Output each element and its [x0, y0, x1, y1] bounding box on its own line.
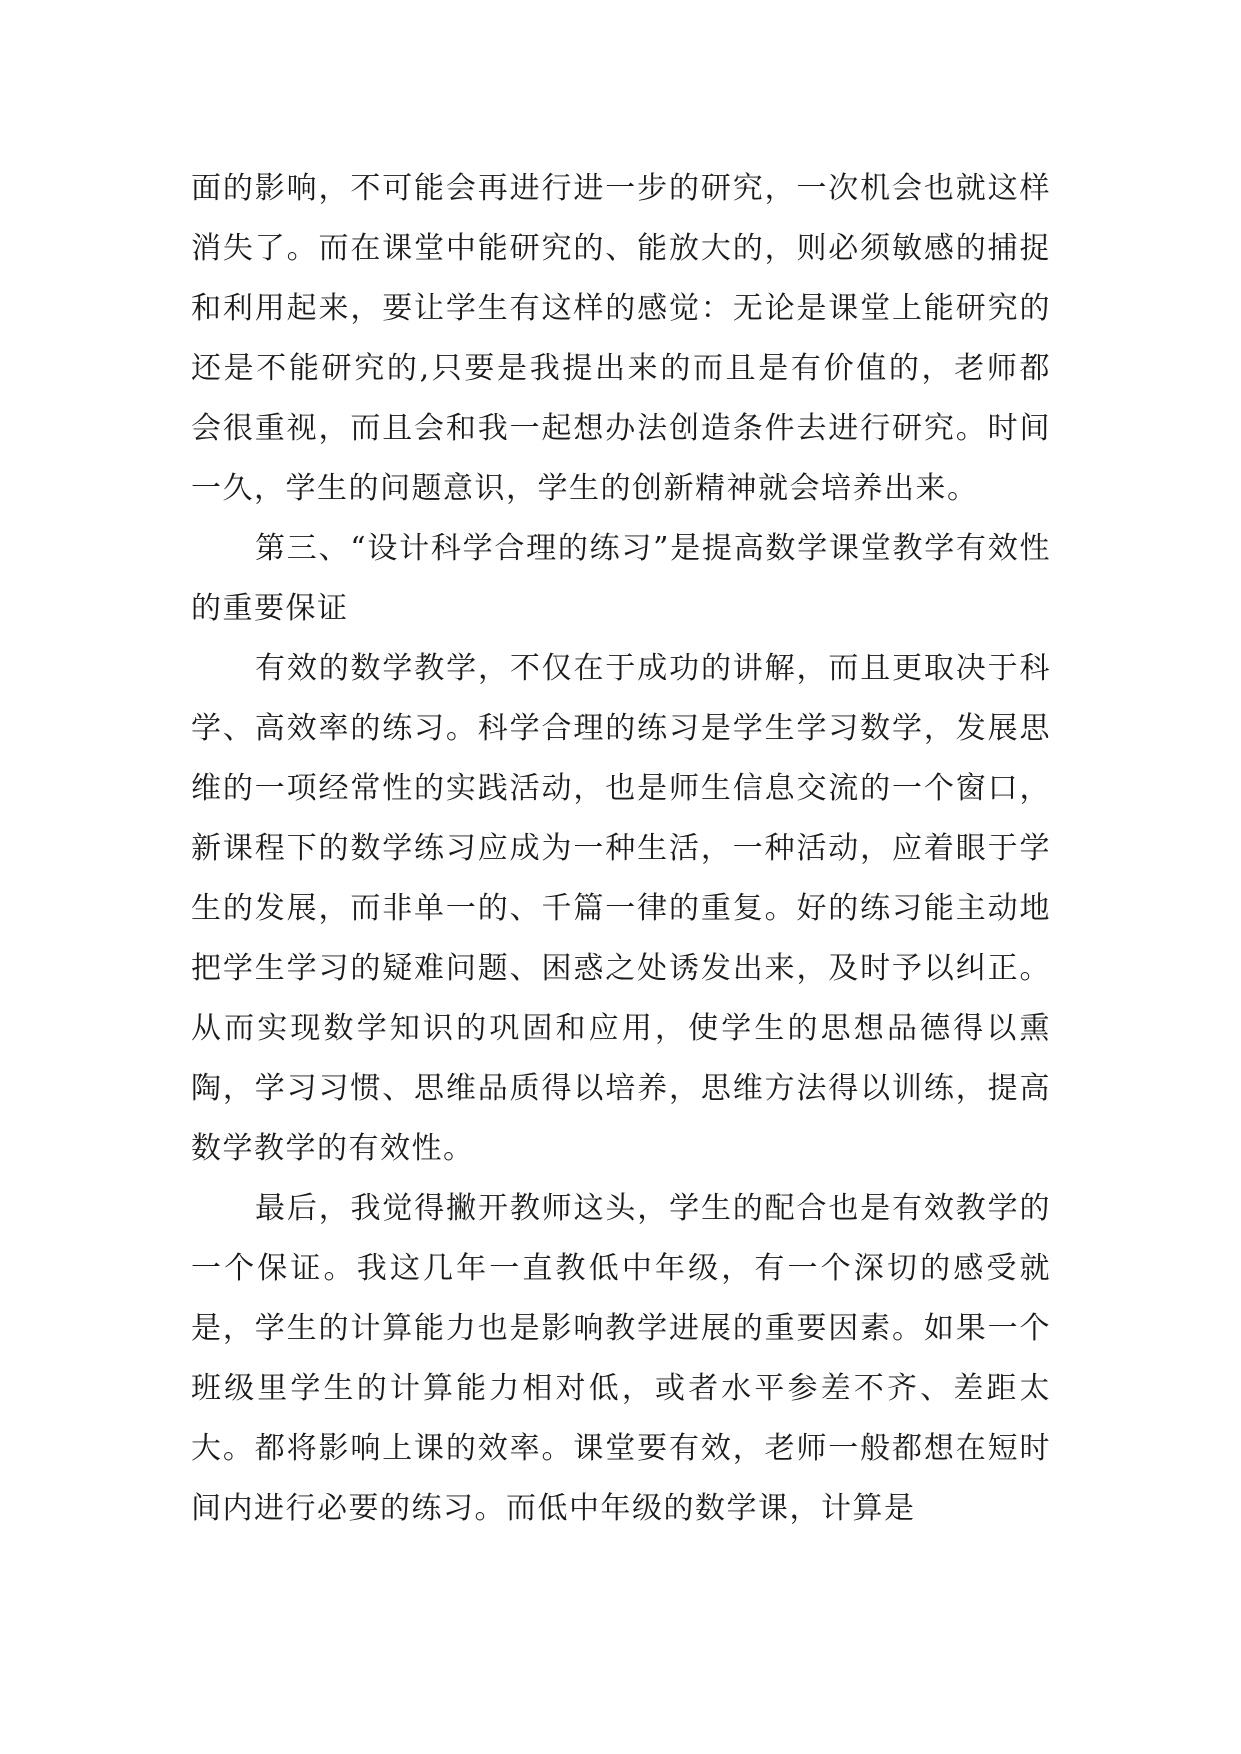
paragraph-conclusion: 最后，我觉得撇开教师这头，学生的配合也是有效教学的一个保证。我这几年一直教低中年级，有一个深切的感受就是，学生的计算能力也是影响教学进展的重要因素。如果一个班级里学生的计算能力相对低，或者水平参差不齐、差距太大。都将影响上课的效率。课堂要有效，老师一般都想在短时间内进行必要的练习。而低中年级的数学课，计算是 — [191, 1191, 1051, 1526]
document-body — [191, 159, 1051, 1539]
paragraph-continuation: 面的影响，不可能会再进行进一步的研究，一次机会也就这样消失了。而在课堂中能研究的、能放大的，则必须敏感的捕捉和利用起来，要让学生有这样的感觉：无论是课堂上能研究的还是不能研究的,只要是我提出来的而且是有价值的，老师都会很重视，而且会和我一起想办法创造条件去进行研究。时间一久，学生的问题意识，学生的创新精神就会培养出来。 — [191, 171, 1051, 506]
section-heading: 第三、“设计科学合理的练习”是提高数学课堂教学有效性的重要保证 — [191, 531, 1051, 626]
paragraph-effective-practice: 有效的数学教学，不仅在于成功的讲解，而且更取决于科学、高效率的练习。科学合理的练习是学生学习数学，发展思维的一项经常性的实践活动，也是师生信息交流的一个窗口，新课程下的数学练习应成为一种生活，一种活动，应着眼于学生的发展，而非单一的、千篇一律的重复。好的练习能主动地把学生学习的疑难问题、困惑之处诱发出来，及时予以纠正。从而实现数学知识的巩固和应用，使学生的思想品德得以熏陶，学习习惯、思维品质得以培养，思维方法得以训练，提高数学教学的有效性。 — [191, 651, 1051, 1166]
